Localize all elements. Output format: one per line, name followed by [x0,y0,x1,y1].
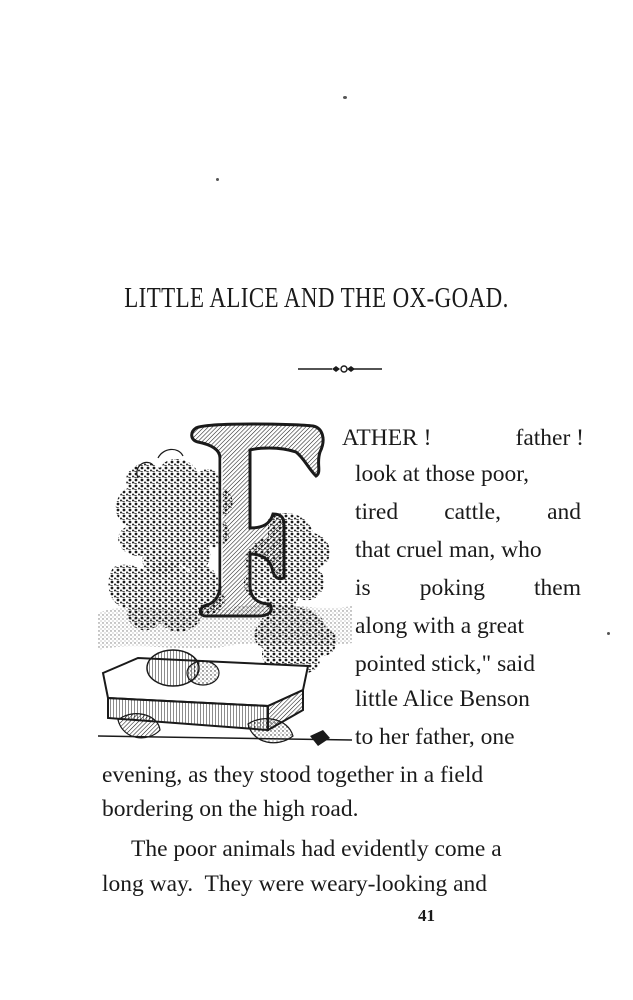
text-line-segment: father ! [515,425,584,451]
text-line-segment: poking [419,575,485,601]
title-ornament [298,363,382,375]
paper-speck [607,632,610,635]
text-line: The poor animals had evidently come a [131,836,502,862]
paper-speck [216,178,219,181]
text-line-segment: that cruel man, who [355,537,542,563]
text-line-segment: tired [355,499,399,525]
text-line [342,427,584,451]
text-line-segment: look at those poor, [355,461,529,487]
text-line [355,501,581,525]
text-line [355,688,530,712]
illustrated-drop-cap [98,418,352,752]
text-line-segment: and [547,499,581,525]
text-line [355,726,515,750]
text-line: bordering on the high road. [102,796,359,822]
text-line-segment: pointed stick," said [355,651,535,677]
text-line-segment: ATHER ! [342,425,432,451]
chapter-title: LITTLE ALICE AND THE OX-GOAD. [124,283,509,314]
page-number: 41 [418,906,435,925]
text-line-segment: to her father, one [355,724,515,750]
text-line-segment: is [355,575,371,601]
text-line-segment: cattle, [444,499,501,525]
text-line: long way. They were weary-looking and [102,871,488,897]
text-line [355,539,542,563]
paper-speck [343,96,347,99]
text-line: evening, as they stood together in a field [102,762,484,788]
text-line [355,577,581,601]
text-line [355,615,524,639]
text-line-segment: along with a great [355,613,525,639]
text-line-segment: little Alice Benson [355,686,530,712]
text-line [355,463,529,487]
text-line [355,653,535,677]
text-line-segment: them [534,575,581,601]
